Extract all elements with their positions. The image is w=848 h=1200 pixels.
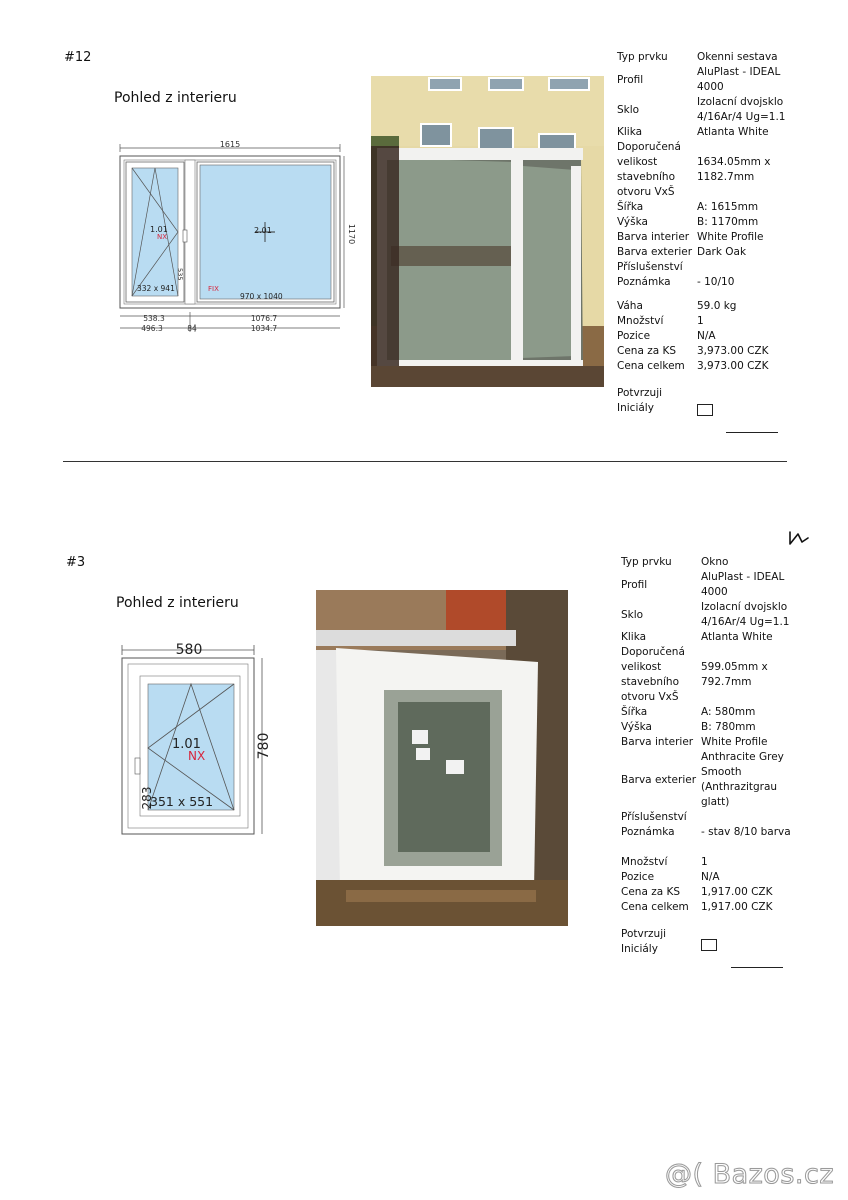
spec-value: 1,917.00 CZK — [701, 886, 773, 898]
spec-key: Poznámka — [617, 276, 671, 288]
sash-label: 1.01 — [172, 737, 201, 752]
spec-value: Okno — [701, 556, 729, 568]
window-photo — [371, 76, 604, 387]
spec-value: B: 780mm — [701, 721, 756, 733]
spec-value: 3,973.00 CZK — [697, 360, 769, 372]
spec-key: Množství — [617, 315, 664, 327]
spec-value: B: 1170mm — [697, 216, 759, 228]
spec-value: 3,973.00 CZK — [697, 345, 769, 357]
handle-height: 283 — [140, 786, 154, 810]
spec-key: Cena celkem — [617, 360, 685, 372]
spec-value: Atlanta White — [697, 126, 769, 138]
dim-row2-left: 496.3 — [141, 324, 163, 333]
spec-key: Klika — [617, 126, 643, 138]
section-divider — [63, 461, 787, 462]
spec-value: Okenni sestava — [697, 51, 778, 63]
sash-type: NX — [188, 749, 206, 763]
handle-height: 535 — [176, 268, 184, 281]
spec-key: Cena za KS — [617, 345, 677, 357]
spec-key: Výška — [621, 721, 652, 733]
dim-row2-right: 1034.7 — [250, 324, 278, 333]
spec-value: Izolacní dvojsklo 4/16Ar/4 Ug=1.1 — [701, 601, 790, 628]
spec-key: Cena za KS — [621, 886, 681, 898]
spec-key: Profil — [621, 578, 648, 591]
spec-value: White Profile — [697, 231, 764, 243]
spec-key: Barva exterier — [621, 773, 697, 786]
spec-value: AluPlast - IDEAL 4000 — [697, 66, 781, 93]
spec-key: Sklo — [617, 103, 640, 116]
window-drawing — [112, 138, 356, 338]
spec-value: Izolacní dvojsklo 4/16Ar/4 Ug=1.1 — [697, 96, 786, 123]
spec-value: Dark Oak — [697, 246, 747, 258]
spec-key: Sklo — [621, 608, 644, 621]
confirm-checkbox[interactable] — [701, 939, 717, 951]
dim-width: 580 — [175, 642, 203, 658]
spec-table — [617, 50, 797, 416]
spec-value: AluPlast - IDEAL 4000 — [701, 571, 785, 598]
spec-key: Typ prvku — [621, 556, 672, 568]
spec-value: 1 — [697, 315, 704, 327]
spec-key: Klika — [621, 631, 647, 643]
spec-key: Cena celkem — [621, 901, 689, 913]
spec-value: White Profile — [701, 736, 768, 748]
confirm-label: Potvrzuji Iniciály — [621, 928, 667, 955]
confirm-checkbox[interactable] — [697, 404, 713, 416]
spec-key: Typ prvku — [617, 51, 668, 63]
spec-value: 1 — [701, 856, 708, 868]
dim-height: 780 — [256, 732, 272, 760]
view-title: Pohled z interieru — [114, 90, 237, 106]
spec-key: Pozice — [617, 330, 651, 342]
spec-key: Množství — [621, 856, 668, 868]
spec-key: Doporučená velikost stavebního otvoru VxŠ — [617, 141, 681, 198]
spec-key: Barva exterier — [617, 246, 693, 258]
spec-key: Váha — [617, 300, 643, 312]
spec-value: - 10/10 — [697, 276, 735, 288]
sash-size: 351 x 551 — [150, 794, 214, 809]
dim-row2-mid: 84 — [187, 324, 197, 333]
fix-type: FIX — [208, 285, 219, 293]
view-title: Pohled z interieru — [116, 595, 239, 611]
fix-label: 2.01 — [254, 226, 272, 235]
spec-key: Barva interier — [621, 736, 694, 748]
spec-key: Šířka — [621, 706, 648, 718]
handwritten-mark — [788, 528, 810, 546]
spec-value — [697, 260, 797, 275]
item-number: #3 — [66, 555, 86, 570]
spec-value: 59.0 kg — [697, 300, 737, 312]
dim-row1-left: 538.3 — [143, 314, 165, 323]
window-photo — [316, 590, 568, 926]
spec-value: Anthracite Grey Smooth (Anthrazitgrau glatt) — [701, 751, 784, 808]
bazos-watermark: @( Bazos.cz — [664, 1159, 834, 1190]
spec-key: Příslušenství — [617, 261, 683, 273]
item-number: #12 — [64, 50, 92, 65]
spec-key: Pozice — [621, 871, 655, 883]
spec-value — [701, 810, 801, 825]
spec-key: Výška — [617, 216, 648, 228]
spec-value: 1,917.00 CZK — [701, 901, 773, 913]
spec-value: 1634.05mm x 1182.7mm — [697, 156, 771, 183]
spec-value: N/A — [697, 330, 716, 342]
sash-type: NX — [157, 233, 168, 241]
spec-key: Šířka — [617, 201, 644, 213]
spec-key: Profil — [617, 73, 644, 86]
dim-row1-right: 1076.7 — [250, 314, 278, 323]
sash-size: 332 x 941 — [137, 284, 175, 293]
sash-label: 1.01 — [150, 225, 168, 234]
confirm-label: Potvrzuji Iniciály — [617, 387, 663, 414]
fix-size: 970 x 1040 — [240, 292, 283, 301]
spec-key: Doporučená velikost stavebního otvoru VxŠ — [621, 646, 685, 703]
initials-line[interactable] — [731, 967, 783, 968]
dim-height: 1170 — [347, 223, 356, 245]
spec-value: Atlanta White — [701, 631, 773, 643]
spec-key: Příslušenství — [621, 811, 687, 823]
spec-value: A: 1615mm — [697, 201, 759, 213]
spec-value: 599.05mm x 792.7mm — [701, 661, 768, 688]
spec-value: - stav 8/10 barva — [701, 826, 791, 838]
initials-line[interactable] — [726, 432, 778, 433]
spec-table — [621, 555, 801, 957]
window-drawing — [118, 640, 278, 840]
spec-key: Barva interier — [617, 231, 690, 243]
spec-value: N/A — [701, 871, 720, 883]
spec-key: Poznámka — [621, 826, 675, 838]
spec-value: A: 580mm — [701, 706, 756, 718]
dim-total-width: 1615 — [219, 140, 241, 149]
